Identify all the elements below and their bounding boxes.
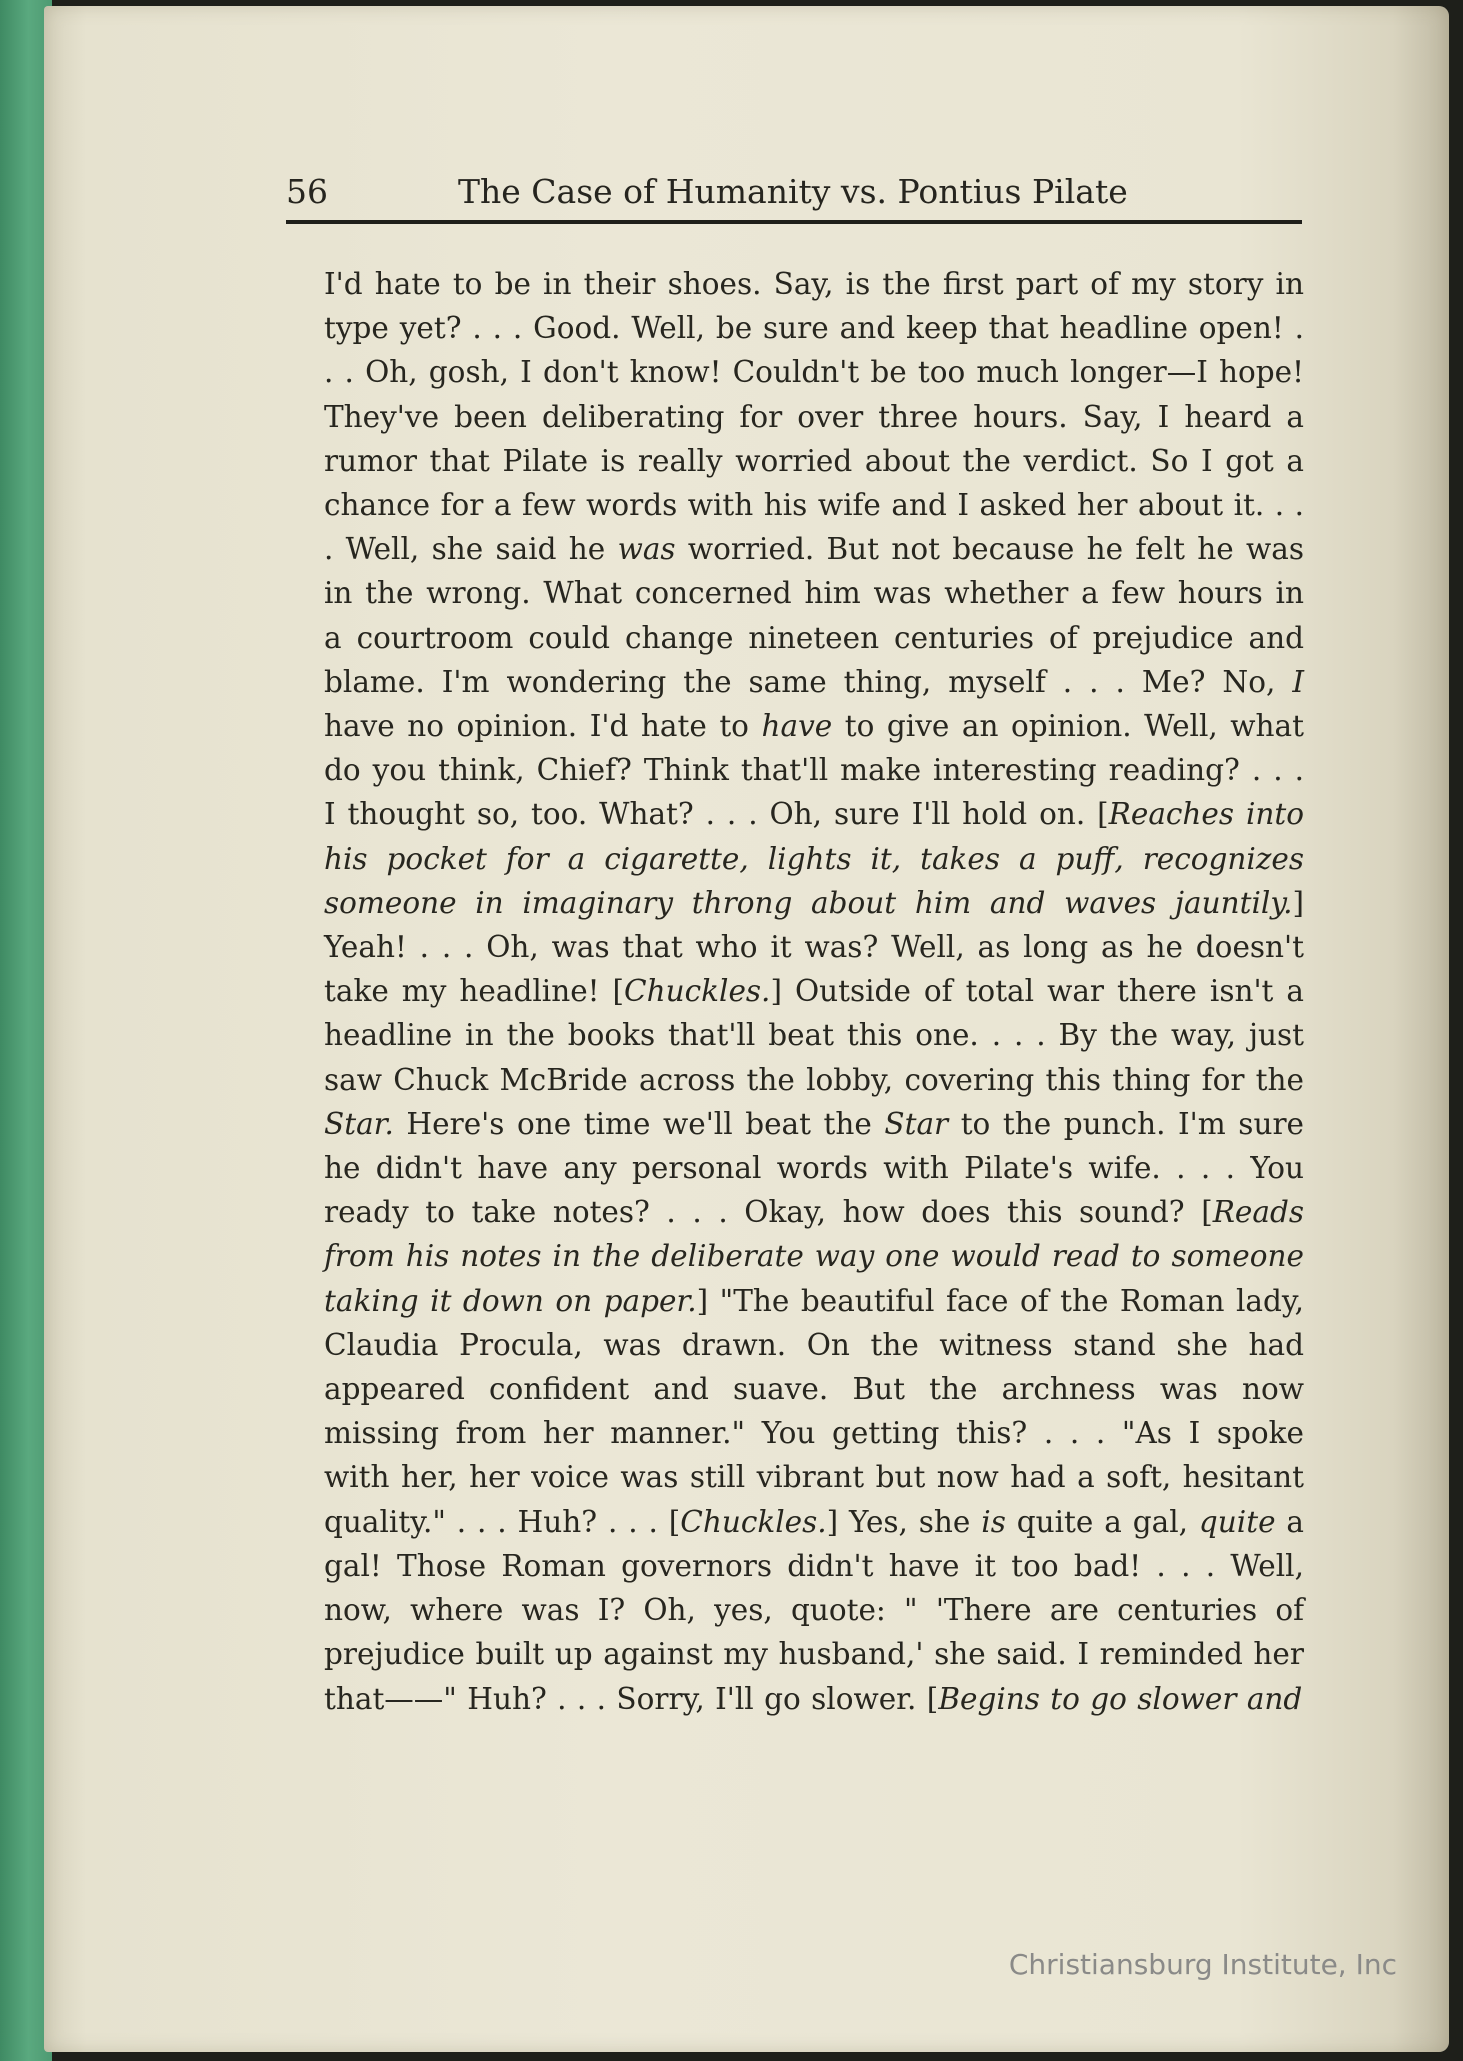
italic-run: Star bbox=[884, 1106, 949, 1141]
italic-run: was bbox=[617, 532, 676, 567]
text-run: ] Outside of total war there isn't a headline in the books that'll beat this one. . . . By the way, just saw Chuck McBride across the lobby, covering this thing for the bbox=[324, 974, 1305, 1097]
italic-run: I bbox=[1292, 664, 1304, 699]
text-run: worried. But not because he felt he was in the wrong. What concerned him was whether a few hours in a courtroom could change nineteen centuries of prejudice and blame. I'm wondering the same thing, myself . . . Me? No, bbox=[324, 532, 1305, 699]
text-run: a gal! Those Roman governors didn't have it too bad! . . . Well, now, where was I? Oh, yes, quote: " 'There are centuries of prejudice built up against my husband,' she said. I reminded her that——" Huh? . . . Sorry, I'll go slower. [ bbox=[324, 1504, 1304, 1716]
text-run: ] "The beautiful face of the Roman lady, Claudia Procula, was drawn. On the witness stand she had appeared confident and suave. But the archness was now missing from her manner." You getting this? . . . "As I spoke with her, her voice was still vibrant but now had a soft, hesitant quality." . . . Huh? . . . [ bbox=[324, 1283, 1305, 1539]
italic-run: have bbox=[761, 709, 833, 744]
running-header bbox=[286, 168, 1302, 224]
stage-direction: Begins to go slower and bbox=[938, 1681, 1303, 1716]
stage-direction: Chuckles. bbox=[624, 974, 771, 1009]
text-run: quite a gal, bbox=[1005, 1504, 1199, 1539]
text-run: to give an opinion. Well, what do you think, Chief? Think that'll make interesting reading? . . . I thought so, too. What? . . . Oh, sure I'll hold on. [ bbox=[324, 709, 1305, 832]
italic-run: quite bbox=[1198, 1504, 1276, 1539]
stage-direction: Reaches into his pocket for a cigarette, lights it, takes a puff, recognizes someone in imaginary throng about him and waves jauntily. bbox=[324, 797, 1304, 920]
text-run: ] Yes, she bbox=[826, 1504, 982, 1539]
text-run: to the punch. I'm sure he didn't have any personal words with Pilate's wife. . . . You ready to take notes? . . . Okay, how does this sound? [ bbox=[324, 1106, 1304, 1230]
italic-run: is bbox=[981, 1504, 1006, 1539]
watermark: Christiansburg Institute, Inc bbox=[1008, 1948, 1397, 1981]
running-title: The Case of Humanity vs. Pontius Pilate bbox=[458, 172, 1128, 211]
stage-direction: Reads from his notes in the deliberate way one would read to someone taking it down on paper. bbox=[324, 1195, 1304, 1318]
text-run: I'd hate to be in their shoes. Say, is the first part of my story in type yet? . . . Good. Well, be sure and keep that headline open! . . . Oh, gosh, I don't know! Couldn't be too much longer—I hope! They've been deliberating for over three hours. Say, I heard a rumor that Pilate is really worried about the verdict. So I got a chance for a few words with his wife and I asked her about it. . . . Well, she said he bbox=[324, 267, 1304, 567]
text-run: Here's one time we'll beat the bbox=[393, 1106, 885, 1141]
body-paragraph bbox=[324, 262, 1304, 1721]
page-number: 56 bbox=[286, 172, 328, 211]
italic-run: Star. bbox=[324, 1106, 394, 1141]
stage-direction: Chuckles. bbox=[680, 1504, 827, 1539]
text-run: ] Yeah! . . . Oh, was that who it was? Well, as long as he doesn't take my headline! [ bbox=[324, 885, 1304, 1009]
text-run: have no opinion. I'd hate to bbox=[324, 709, 762, 744]
